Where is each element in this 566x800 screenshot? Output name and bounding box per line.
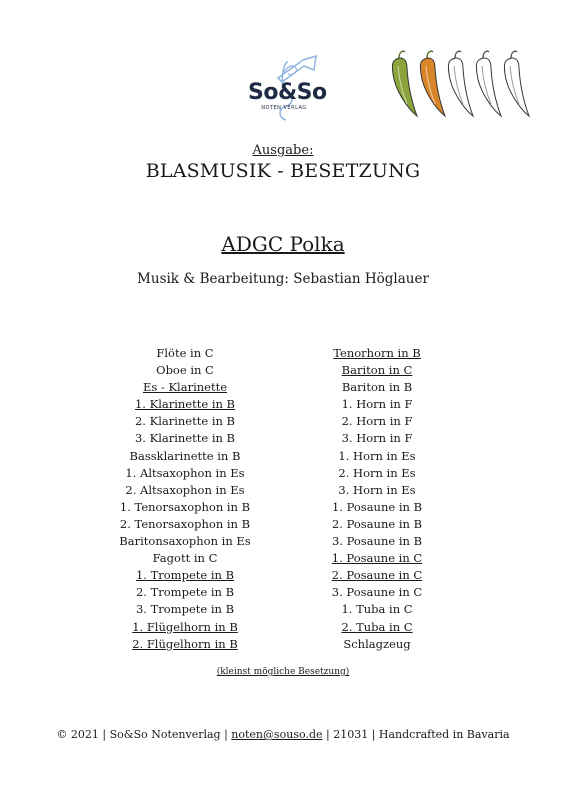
chili-pepper-icon xyxy=(420,51,445,116)
instrument-item xyxy=(262,396,492,413)
instrument-name: 1. Horn in Es xyxy=(338,448,416,463)
instrument-name: 1. Klarinette in B xyxy=(134,397,236,412)
instrument-item xyxy=(262,584,492,601)
instrument-item xyxy=(262,362,492,379)
minimum-setup-note: (kleinst mögliche Besetzung) xyxy=(216,667,350,677)
instrument-name: 3. Horn in Es xyxy=(338,482,416,497)
instrument-name: 2. Horn in F xyxy=(341,414,413,429)
logo-wordmark: So&So xyxy=(248,80,327,105)
instrument-name: 1. Flügelhorn in B xyxy=(132,619,238,634)
instrument-name: Flöte in C xyxy=(156,346,214,360)
instrument-name: 2. Posaune in C xyxy=(331,568,423,583)
instrument-item xyxy=(262,379,492,396)
instrument-name: Baritonsaxophon in Es xyxy=(119,534,251,549)
instrument-name: 1. Posaune in C xyxy=(331,551,423,566)
instrument-item xyxy=(262,533,492,550)
email-link[interactable]: noten@souso.de xyxy=(231,728,323,741)
instrument-name: 2. Tuba in C xyxy=(341,619,413,634)
edition-title: BLASMUSIK - BESETZUNG xyxy=(145,160,421,182)
instrument-name: Oboe in C xyxy=(156,363,214,378)
instrument-item xyxy=(262,448,492,465)
instrument-item xyxy=(262,465,492,482)
logo-subtext: NOTEN VERLAG xyxy=(261,105,307,111)
instrument-name: 3. Trompete in B xyxy=(135,602,235,617)
instrument-name: 2. Trompete in B xyxy=(135,585,235,600)
instrument-item xyxy=(262,636,492,653)
instrument-name: 2. Tenorsaxophon in B xyxy=(119,516,251,531)
instrument-name: 1. Altsaxophon in Es xyxy=(125,465,245,480)
instrument-name: 2. Posaune in B xyxy=(331,516,423,531)
footer-prefix: © 2021 | So&So Notenverlag | xyxy=(56,728,232,741)
instrument-item xyxy=(262,516,492,533)
piece-title: ADGC Polka xyxy=(221,232,345,256)
instrument-item xyxy=(262,619,492,636)
instrument-item xyxy=(262,482,492,499)
instrument-item xyxy=(262,430,492,447)
instrument-name: 1. Trompete in B xyxy=(135,568,235,583)
instrument-item xyxy=(262,499,492,516)
instrument-name: 2. Altsaxophon in Es xyxy=(125,482,245,497)
instrument-item xyxy=(262,345,492,362)
instrument-name: 1. Tuba in C xyxy=(341,602,413,617)
footer xyxy=(0,728,566,741)
instrument-name: Schlagzeug xyxy=(343,636,411,651)
instrument-name: 3. Klarinette in B xyxy=(134,431,236,446)
composer-credit: Musik & Bearbeitung: Sebastian Höglauer xyxy=(137,271,429,287)
chili-pepper-icon xyxy=(504,51,529,116)
instrument-name: 2. Horn in Es xyxy=(338,465,416,480)
instrument-name: Bariton in B xyxy=(341,380,413,395)
instrument-list-right xyxy=(262,345,492,653)
instrument-name: Fagott in C xyxy=(152,551,218,566)
instrument-name: 1. Horn in F xyxy=(341,397,413,412)
chili-pepper-rating-icon xyxy=(385,48,535,122)
instrument-item xyxy=(262,550,492,567)
instrument-name: Bariton in C xyxy=(341,363,413,378)
instrument-name: 2. Klarinette in B xyxy=(134,414,236,429)
instrument-name: 3. Posaune in B xyxy=(331,534,423,549)
instrument-name: 3. Posaune in C xyxy=(331,585,423,600)
chili-pepper-icon xyxy=(476,51,501,116)
instrument-name: 1. Tenorsaxophon in B xyxy=(119,499,251,514)
edition-label: Ausgabe: xyxy=(252,143,314,158)
instrument-item xyxy=(262,601,492,618)
chili-pepper-icon xyxy=(448,51,473,116)
chili-pepper-icon xyxy=(392,51,417,116)
instrument-name: Tenorhorn in B xyxy=(333,346,421,360)
instrument-name: 1. Posaune in B xyxy=(331,499,423,514)
publisher-logo xyxy=(248,52,327,122)
footer-suffix: | 21031 | Handcrafted in Bavaria xyxy=(322,728,510,741)
instrument-name: 3. Horn in F xyxy=(341,431,413,446)
instrument-item xyxy=(262,567,492,584)
instrument-name: 2. Flügelhorn in B xyxy=(132,636,238,651)
instrument-item xyxy=(262,413,492,430)
instrument-name: Es - Klarinette xyxy=(142,380,228,395)
instrument-name: Bassklarinette in B xyxy=(129,448,241,463)
